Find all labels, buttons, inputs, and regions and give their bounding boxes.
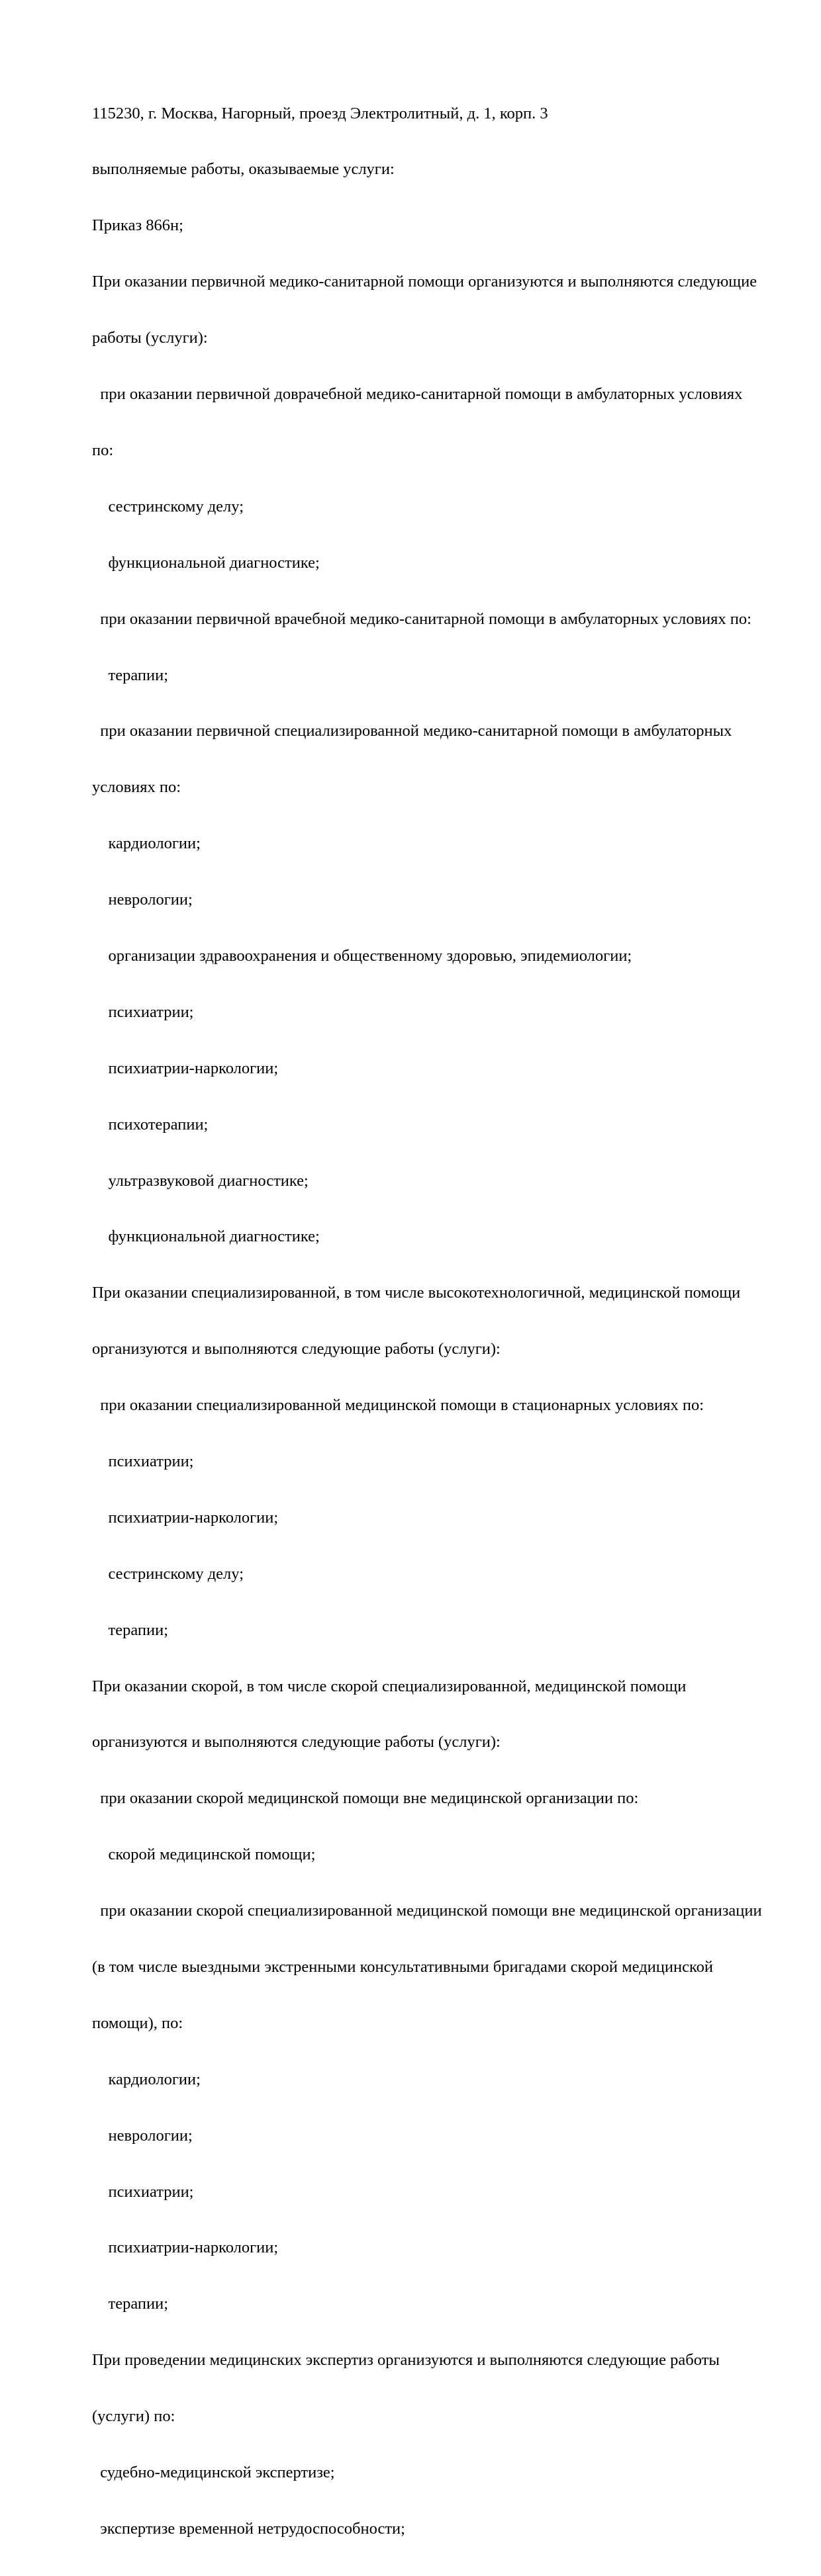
text-line: психиатрии-наркологии; [92,1508,279,1527]
text-line: экспертизе временной нетрудоспособности; [92,2519,405,2538]
text-line: ультразвуковой диагностике; [92,1171,309,1190]
text-line: терапии; [92,1621,169,1639]
text-line: психиатрии-наркологии; [92,2239,279,2257]
text-line: при оказании скорой медицинской помощи вне медицинской организации по: [92,1789,639,1808]
text-line: кардиологии; [92,834,201,853]
text-line: судебно-медицинской экспертизе; [92,2464,335,2481]
text-line: кардиологии; [92,2070,201,2088]
text-line: психиатрии; [92,1002,194,1021]
text-line: психиатрии; [92,1452,194,1470]
text-line: При проведении медицинских экспертиз организуются и выполняются следующие работы [92,2351,720,2370]
text-line: скорой медицинской помощи; [92,1845,316,1864]
text-line: (в том числе выездными экстренными консультативными бригадами скорой медицинской [92,1957,713,1976]
text-line-address: 115230, г. Москва, Нагорный, проезд Электролитный, д. 1, корп. 3 [92,104,548,122]
text-line: терапии; [92,666,169,684]
text-line: При оказании первичной медико-санитарной помощи организуются и выполняются следующие [92,273,757,291]
text-line: При оказании специализированной, в том числе высокотехнологичной, медицинской помощи [92,1284,741,1302]
document-text-block [92,67,795,2576]
text-line: неврологии; [92,891,193,909]
text-line: психиатрии-наркологии; [92,1059,279,1077]
text-line: помощи), по: [92,2014,183,2032]
text-line: функциональной диагностике; [92,1227,320,1246]
text-line: организуются и выполняются следующие работы (услуги): [92,1340,501,1358]
text-line: сестринскому делу; [92,1564,244,1583]
text-line: при оказании первичной доврачебной медико-санитарной помощи в амбулаторных условиях [92,385,743,404]
text-line: организации здравоохранения и общественному здоровью, эпидемиологии; [92,946,632,965]
text-line: при оказании первичной врачебной медико-санитарной помощи в амбулаторных условиях по: [92,609,751,628]
text-line: При оказании скорой, в том числе скорой специализированной, медицинской помощи [92,1677,687,1695]
text-line: психотерапии; [92,1115,209,1133]
text-line: выполняемые работы, оказываемые услуги: [92,160,395,179]
text-line: при оказании первичной специализированной медико-санитарной помощи в амбулаторных [92,722,732,740]
text-line: Приказ 866н; [92,216,183,235]
text-line: терапии; [92,2295,169,2313]
text-line: организуются и выполняются следующие работы (услуги): [92,1733,501,1752]
text-line: условиях по: [92,778,181,797]
text-line: по: [92,441,114,459]
text-line: сестринскому делу; [92,497,244,515]
text-line: при оказании специализированной медицинской помощи в стационарных условиях по: [92,1396,704,1415]
text-line: психиатрии; [92,2182,194,2201]
text-line: неврологии; [92,2126,193,2145]
text-line: функциональной диагностике; [92,553,320,572]
text-line: (услуги) по: [92,2407,175,2426]
text-line: работы (услуги): [92,329,208,347]
text-line: при оказании скорой специализированной медицинской помощи вне медицинской организации [92,1902,762,1920]
